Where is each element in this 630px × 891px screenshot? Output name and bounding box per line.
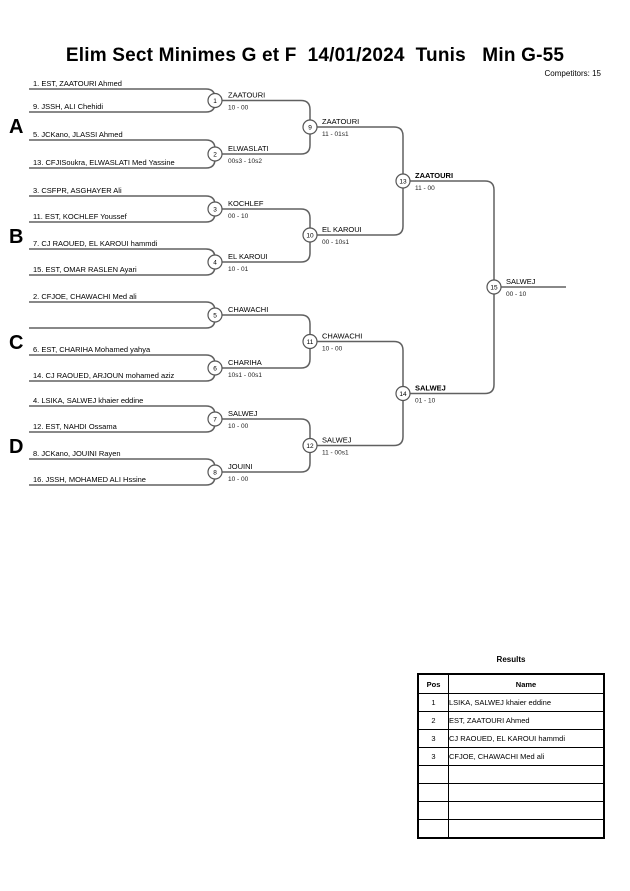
section-label: D xyxy=(9,436,24,458)
bracket-line xyxy=(29,140,215,154)
competitor-label: 1. EST, ZAATOURI Ahmed xyxy=(33,79,122,88)
match-score: 00s3 - 10s2 xyxy=(228,158,262,165)
match-winner-label: SALWEJ xyxy=(415,383,446,393)
result-name: EST, ZAATOURI Ahmed xyxy=(449,712,605,730)
bracket-line xyxy=(222,315,310,342)
results-row xyxy=(418,694,604,712)
match-score: 11 - 01s1 xyxy=(322,131,349,138)
match-score: 10 - 00 xyxy=(228,423,249,430)
match-number: 15 xyxy=(490,284,498,292)
match-score: 11 - 00 xyxy=(415,185,435,192)
match-number: 13 xyxy=(399,178,407,186)
match-number: 7 xyxy=(213,416,217,424)
bracket-line xyxy=(29,302,215,315)
result-name xyxy=(449,820,605,839)
match-winner-label: ZAATOURI xyxy=(228,90,266,100)
match-winner-label: EL KAROUI xyxy=(228,252,268,261)
match-number: 1 xyxy=(213,97,217,105)
competitor-label: 5. JCKano, JLASSI Ahmed xyxy=(33,130,123,139)
match-winner-label: SALWEJ xyxy=(322,435,352,445)
results-row xyxy=(418,748,604,766)
bracket-line xyxy=(29,406,215,419)
result-pos xyxy=(418,802,449,820)
match-score: 10s1 - 00s1 xyxy=(228,372,262,379)
match-score: 00 - 10 xyxy=(506,291,527,298)
bracket-line xyxy=(29,196,215,209)
result-name xyxy=(449,784,605,802)
match-number: 11 xyxy=(306,338,314,346)
result-pos xyxy=(418,784,449,802)
match-winner-label: EL KAROUI xyxy=(322,225,362,234)
match-number: 2 xyxy=(213,151,217,159)
match-winner-label: CHAWACHI xyxy=(228,305,269,314)
result-name: CFJOE, CHAWACHI Med ali xyxy=(449,748,605,766)
results-row xyxy=(418,730,604,748)
match-number: 12 xyxy=(306,442,314,450)
bracket-line xyxy=(410,181,494,287)
results-col-name: Name xyxy=(449,674,605,694)
bracket-line xyxy=(29,249,215,262)
match-number: 6 xyxy=(213,365,217,373)
match-winner-label: CHARIHA xyxy=(228,358,262,367)
section-label: C xyxy=(9,332,24,354)
bracket-line xyxy=(410,287,494,394)
match-winner-label: ZAATOURI xyxy=(415,171,454,180)
match-score: 11 - 00s1 xyxy=(322,449,349,457)
match-score: 00 - 10 xyxy=(228,213,249,220)
competitor-label: 16. JSSH, MOHAMED ALI Hssine xyxy=(33,475,146,484)
competitor-label: 3. CSFPR, ASGHAYER Ali xyxy=(33,186,122,195)
match-winner-label: ZAATOURI xyxy=(322,117,360,126)
result-name xyxy=(449,802,605,820)
match-winner-label: JOUINI xyxy=(228,462,253,471)
result-pos: 3 xyxy=(418,730,449,748)
results-row-empty xyxy=(418,766,604,784)
competitors-count: Competitors: 15 xyxy=(544,69,601,78)
match-number: 8 xyxy=(213,469,217,477)
results-col-pos: Pos xyxy=(418,674,449,694)
section-label: B xyxy=(9,226,24,248)
results-row xyxy=(418,712,604,730)
match-number: 3 xyxy=(213,206,217,214)
match-score: 00 - 10s1 xyxy=(322,239,350,246)
results-row-empty xyxy=(418,802,604,820)
match-number: 14 xyxy=(399,390,407,398)
match-number: 9 xyxy=(308,124,312,132)
competitor-label: 14. CJ RAOUED, ARJOUN mohamed aziz xyxy=(33,371,175,380)
competitor-label: 9. JSSH, ALI Chehidi xyxy=(33,102,104,111)
match-score: 10 - 00 xyxy=(322,345,343,353)
match-number: 4 xyxy=(213,259,217,267)
match-score: 10 - 01 xyxy=(228,266,249,273)
competitor-label: 13. CFJISoukra, ELWASLATI Med Yassine xyxy=(33,158,175,167)
result-pos: 1 xyxy=(418,694,449,712)
result-pos: 2 xyxy=(418,712,449,730)
section-label: A xyxy=(9,116,24,138)
bracket-line xyxy=(29,355,215,368)
result-pos: 3 xyxy=(418,748,449,766)
results-row-empty xyxy=(418,784,604,802)
results-table xyxy=(417,673,605,839)
match-winner-label: KOCHLEF xyxy=(228,199,264,208)
match-winner-label: SALWEJ xyxy=(506,277,536,286)
match-winner-label: SALWEJ xyxy=(228,409,258,418)
competitor-label: 8. JCKano, JOUINI Rayen xyxy=(33,449,121,458)
match-winner-label: ELWASLATI xyxy=(228,144,269,153)
competitor-label: 11. EST, KOCHLEF Youssef xyxy=(33,212,127,221)
match-score: 01 - 10 xyxy=(415,397,436,405)
match-number: 5 xyxy=(213,312,217,320)
bracket-line xyxy=(29,315,215,328)
competitor-label: 7. CJ RAOUED, EL KAROUI hammdi xyxy=(33,239,158,248)
result-name: LSIKA, SALWEJ khaier eddine xyxy=(449,694,605,712)
result-name xyxy=(449,766,605,784)
page-title: Elim Sect Minimes G et F 14/01/2024 Tunis Min G-55 xyxy=(65,45,565,66)
bracket-line xyxy=(29,459,215,472)
result-pos xyxy=(418,766,449,784)
result-pos xyxy=(418,820,449,839)
competitor-label: 4. LSIKA, SALWEJ khaier eddine xyxy=(33,396,144,405)
results-header-row xyxy=(418,674,604,694)
results-title: Results xyxy=(496,655,526,664)
bracket-line xyxy=(29,89,215,101)
competitor-label: 12. EST, NAHDI Ossama xyxy=(33,422,117,431)
match-score: 10 - 00 xyxy=(228,476,249,483)
results-row-empty xyxy=(418,820,604,839)
match-score: 10 - 00 xyxy=(228,104,249,112)
match-winner-label: CHAWACHI xyxy=(322,331,363,341)
competitor-label: 2. CFJOE, CHAWACHI Med ali xyxy=(33,292,137,301)
match-number: 10 xyxy=(306,232,314,240)
competitor-label: 6. EST, CHARIHA Mohamed yahya xyxy=(33,345,151,354)
competitor-label: 15. EST, OMAR RASLEN Ayari xyxy=(33,265,137,274)
result-name: CJ RAOUED, EL KAROUI hammdi xyxy=(449,730,605,748)
